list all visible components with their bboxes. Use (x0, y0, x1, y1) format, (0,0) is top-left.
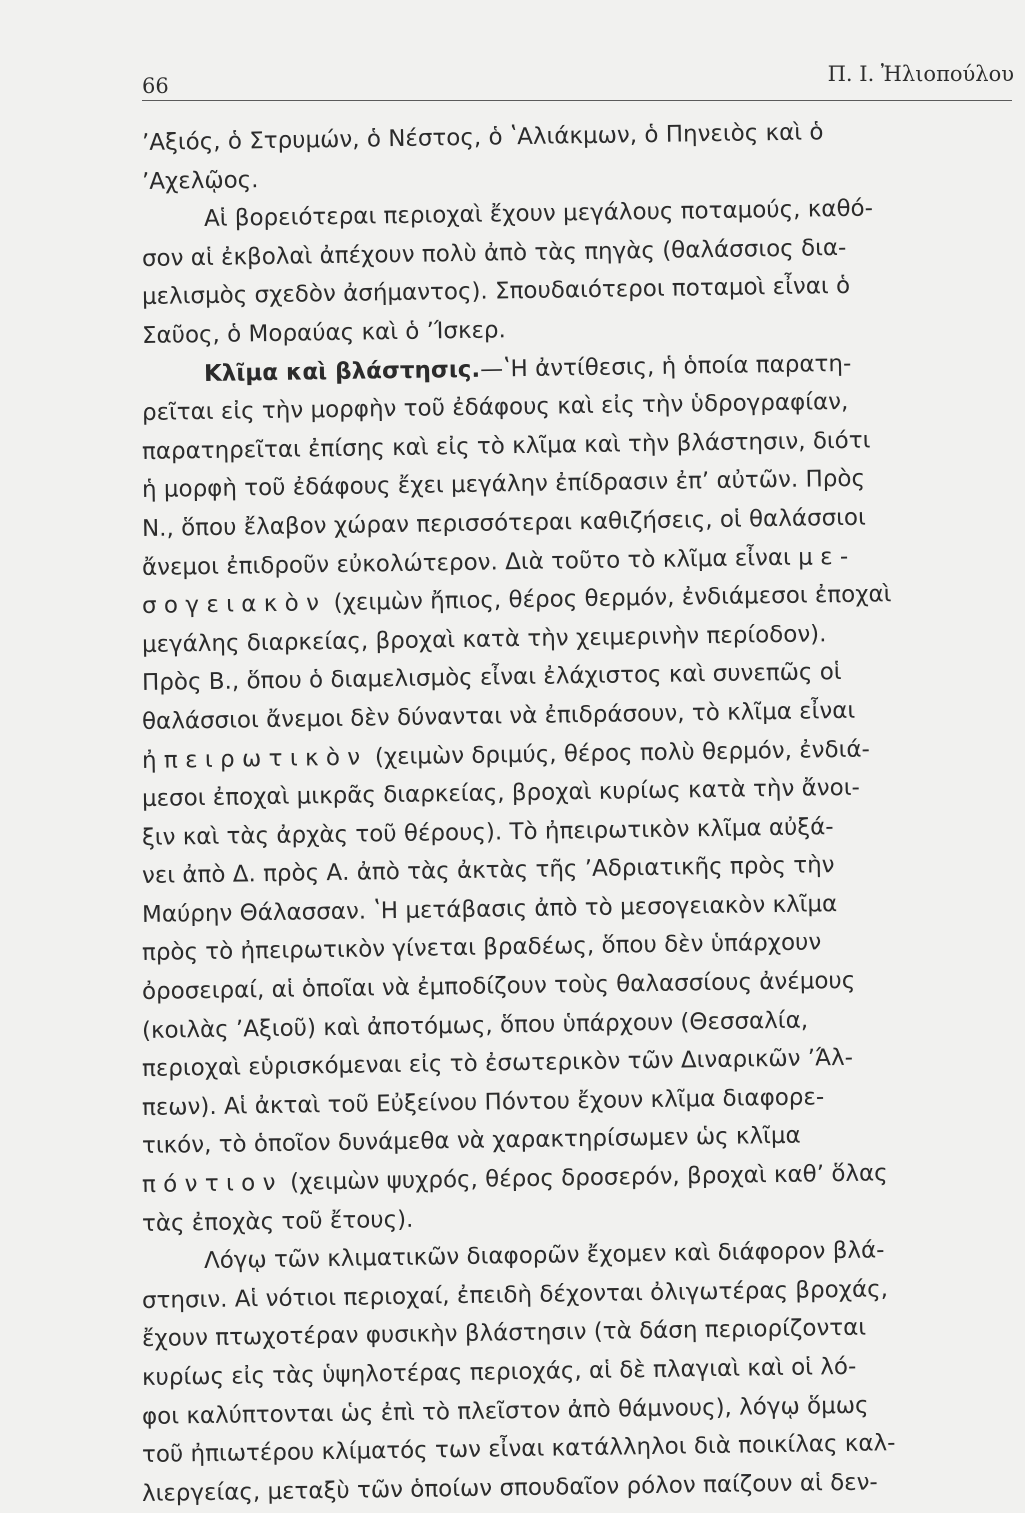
text-line: ξιν καὶ τὰς ἀρχὰς τοῦ θέρους). Τὸ ἠπειρωτικὸν κλῖμα αὐξά- (141, 813, 834, 851)
text-line: πόντιον (χειμὼν ψυχρός, θέρος δροσερόν, βροχαὶ καθʼ ὅλας (141, 1160, 888, 1199)
text-line: μελισμὸς σχεδὸν ἀσήμαντος). Σπουδαιότεροι ποταμοὶ εἶναι ὁ (141, 273, 851, 311)
text-line: περιοχαὶ εὑρισκόμεναι εἰς τὸ ἐσωτερικὸν τῶν Διναρικῶν ʼΆλ- (141, 1045, 854, 1083)
text-line: ρεῖται εἰς τὴν μορφὴν τοῦ ἐδάφους καὶ εἰς τὴν ὑδρογραφίαν, (141, 389, 849, 427)
spaced-term: ἠπειρωτικὸν (141, 743, 368, 774)
page-header (142, 62, 1022, 102)
text-line: κυρίως εἰς τὰς ὑψηλοτέρας περιοχάς, αἱ δὲ πλαγιαὶ καὶ οἱ λό- (141, 1353, 857, 1391)
text-line: λιεργείας, μεταξὺ τῶν ὁποίων σπουδαῖον ρόλον παίζουν αἱ δεν- (141, 1469, 878, 1507)
page-number: 66 (142, 74, 169, 98)
text-line: ὀροσειραί, αἱ ὁποῖαι νὰ ἐμποδίζουν τοὺς θαλασσίους ἀνέμους (141, 967, 856, 1006)
text-line: τικόν, τὸ ὁποῖον δυνάμεθα νὰ χαρακτηρίσωμεν ὡς κλῖμα (141, 1123, 801, 1160)
spaced-term: πόντιον (141, 1169, 284, 1199)
text-line: ʼΑξιός, ὁ Στρυμών, ὁ Νέστος, ὁ ʽΑλιάκμων, ὁ Πηνειὸς καὶ ὁ (141, 119, 824, 156)
text-line: πρὸς τὸ ἠπειρωτικὸν γίνεται βραδέως, ὅπου δὲν ὑπάρχουν (141, 929, 822, 967)
spaced-term: σογειακὸν (141, 590, 327, 620)
text-line: (κοιλὰς ʼΑξιοῦ) καὶ ἀποτόμως, ὅπου ὑπάρχουν (Θεσσαλία, (141, 1007, 809, 1044)
text-line: Ν., ὅπου ἔλαβον χώραν περισσότεραι καθιζήσεις, οἱ θαλάσσιοι (141, 504, 867, 542)
text-line: ἄνεμοι ἐπιδροῦν εὐκολώτερον. Διὰ τοῦτο τὸ κλῖμα εἶναι με- (141, 543, 856, 581)
text-line: μεγάλης διαρκείας, βροχαὶ κατὰ τὴν χειμερινὴν περίοδον). (141, 620, 827, 658)
text-line: ʼΑχελῷος. (141, 166, 259, 195)
text-line: μεσοι ἐποχαὶ μικρᾶς διαρκείας, βροχαὶ κυρίως κατὰ τὴν ἄνοι- (141, 774, 861, 813)
section-heading-line: Κλῖμα καὶ βλάστησις.—ʽΗ ἀντίθεσις, ἡ ὁποία παρατη- (203, 350, 852, 387)
text-line: σογειακὸν (χειμὼν ἤπιος, θέρος θερμόν, ἐνδιάμεσοι ἐποχαὶ (141, 581, 892, 620)
text-line: ἡ μορφὴ τοῦ ἐδάφους ἔχει μεγάλην ἐπίδρασιν ἐπʼ αὐτῶν. Πρὸς (141, 465, 866, 504)
text-line: παρατηρεῖται ἐπίσης καὶ εἰς τὸ κλῖμα καὶ τὴν βλάστησιν, διότι (141, 427, 871, 465)
text-line: σον αἱ ἐκβολαὶ ἀπέχουν πολὺ ἀπὸ τὰς πηγὰς (θαλάσσιος δια- (141, 234, 847, 272)
section-heading: Κλῖμα καὶ βλάστησις. (203, 356, 481, 387)
text-line: Πρὸς Β., ὅπου ὁ διαμελισμὸς εἶναι ἐλάχιστος καὶ συνεπῶς οἱ (141, 659, 842, 697)
text-line: ἔχουν πτωχοτέραν φυσικὴν βλάστησιν (τὰ δάση περιορίζονται (141, 1315, 867, 1353)
text-line: ἠπειρωτικὸν (χειμὼν δριμύς, θέρος πολὺ θερμόν, ἐνδιά- (141, 736, 871, 774)
text-line: Μαύρην Θάλασσαν. ʽΗ μετάβασις ἀπὸ τὸ μεσογειακὸν κλῖμα (141, 890, 838, 928)
text-line: νει ἀπὸ Δ. πρὸς Α. ἀπὸ τὰς ἀκτὰς τῆς ʼΑδριατικῆς πρὸς τὴν (141, 852, 835, 890)
text-line: τοῦ ἠπιωτέρου κλίματός των εἶναι κατάλληλοι διὰ ποικίλας καλ- (141, 1430, 896, 1469)
text-line: τὰς ἐποχὰς τοῦ ἔτους). (141, 1206, 414, 1237)
running-head: Π. Ι. Ἠλιοπούλου (827, 62, 1014, 86)
header-rule (142, 100, 1012, 101)
text-line: φοι καλύπτονται ὡς ἐπὶ τὸ πλεῖστον ἀπὸ θάμνους), λόγῳ ὅμως (141, 1392, 869, 1430)
text-line: Σαῦος, ὁ Μοραύας καὶ ὁ ʼΊσκερ. (141, 317, 507, 349)
paragraph-start-line: Λόγῳ τῶν κλιματικῶν διαφορῶν ἔχομεν καὶ διάφορον βλά- (203, 1237, 885, 1275)
text-line: πεων). Αἱ ἀκταὶ τοῦ Εὐξείνου Πόντου ἔχουν κλῖμα διαφορε- (141, 1084, 825, 1121)
body-text (141, 119, 1022, 1513)
paragraph-start-line: Αἱ βορειότεραι περιοχαὶ ἔχουν μεγάλους ποταμούς, καθό- (203, 195, 874, 233)
spaced-term: με- (797, 543, 856, 571)
text-line: στησιν. Αἱ νότιοι περιοχαί, ἐπειδὴ δέχονται ὀλιγωτέρας βροχάς, (141, 1276, 889, 1314)
text-line: θαλάσσιοι ἄνεμοι δὲν δύνανται νὰ ἐπιδράσουν, τὸ κλῖμα εἶναι (141, 697, 856, 735)
